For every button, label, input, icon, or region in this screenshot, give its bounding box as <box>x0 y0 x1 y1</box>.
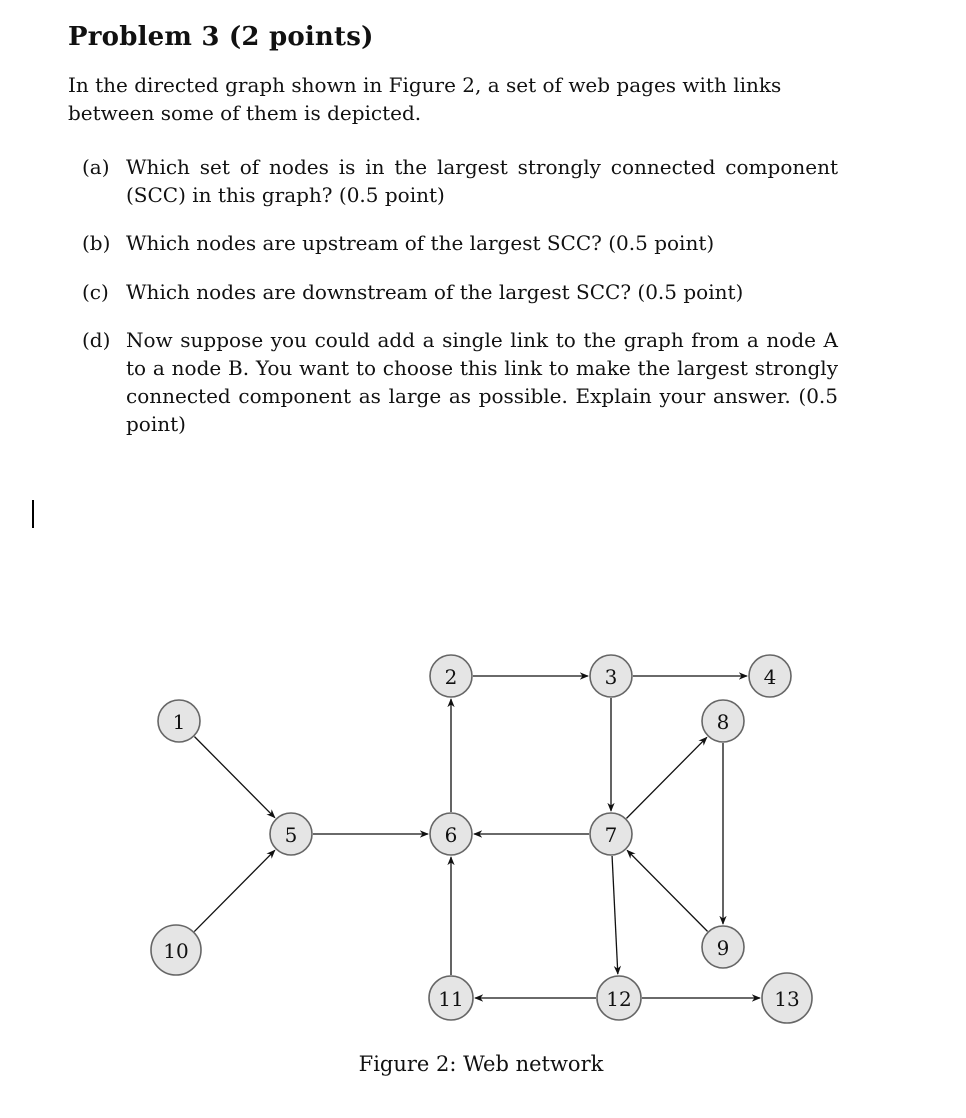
text-cursor <box>32 500 34 528</box>
question-c <box>82 278 838 306</box>
node-label: 13 <box>774 987 800 1011</box>
figure-caption <box>0 1052 966 1076</box>
node-label: 10 <box>163 939 189 963</box>
node-3 <box>590 655 632 697</box>
node-10 <box>151 925 201 975</box>
node-9 <box>702 926 744 968</box>
question-text: Which set of nodes is in the largest strongly connected component (SCC) in this graph? (0.5 point) <box>126 155 838 207</box>
node-2 <box>430 655 472 697</box>
node-label: 5 <box>284 823 298 847</box>
node-1 <box>158 700 200 742</box>
question-label: (b) <box>82 231 111 255</box>
node-7 <box>590 813 632 855</box>
web-network-graph <box>0 620 966 1040</box>
node-4 <box>749 655 791 697</box>
question-text: Which nodes are downstream of the largest SCC? (0.5 point) <box>126 280 744 304</box>
node-label: 6 <box>444 823 458 847</box>
node-label: 11 <box>438 987 464 1011</box>
edge-7-to-8 <box>626 737 706 818</box>
node-label: 8 <box>716 710 730 734</box>
figure-caption-text: Figure 2: Web network <box>358 1052 604 1076</box>
node-label: 3 <box>604 665 618 689</box>
node-13 <box>762 973 812 1023</box>
question-text: Now suppose you could add a single link to the graph from a node A to a node B. You want to choose this link to make the largest strongly connected component as large as possible. Explain your answer. (0.5 point) <box>126 328 838 436</box>
node-label: 4 <box>763 665 777 689</box>
node-label: 7 <box>604 823 618 847</box>
node-5 <box>270 813 312 855</box>
question-label: (c) <box>82 280 109 304</box>
node-label: 2 <box>444 665 458 689</box>
edge-10-to-5 <box>194 850 275 931</box>
question-a <box>82 153 838 209</box>
edge-1-to-5 <box>194 737 274 818</box>
node-label: 12 <box>606 987 632 1011</box>
question-label: (d) <box>82 328 111 352</box>
question-d <box>82 326 838 438</box>
edge-9-to-7 <box>627 850 707 931</box>
problem-intro: In the directed graph shown in Figure 2, a set of web pages with links between some of them is depicted. <box>68 73 782 125</box>
node-11 <box>429 976 473 1020</box>
problem-title: Problem 3 (2 points) <box>68 22 374 52</box>
question-b <box>82 229 838 257</box>
question-text: Which nodes are upstream of the largest SCC? (0.5 point) <box>126 231 715 255</box>
edge-7-to-12 <box>612 856 618 974</box>
node-8 <box>702 700 744 742</box>
node-label: 9 <box>716 936 730 960</box>
node-6 <box>430 813 472 855</box>
node-label: 1 <box>172 710 186 734</box>
question-label: (a) <box>82 155 110 179</box>
node-12 <box>597 976 641 1020</box>
